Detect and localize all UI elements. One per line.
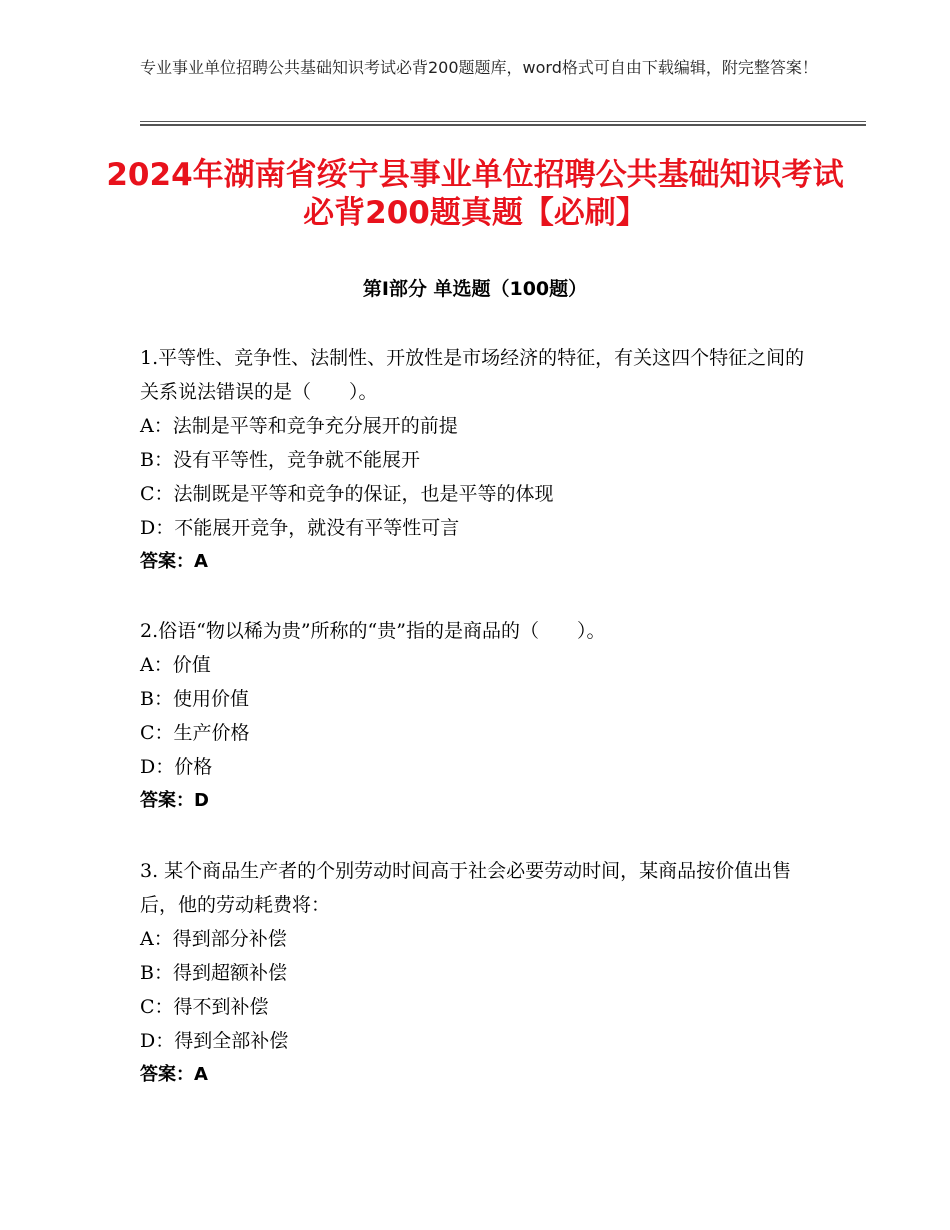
option-b: B：没有平等性，竞争就不能展开 — [140, 449, 420, 471]
question-stem: 1.平等性、竞争性、法制性、开放性是市场经济的特征，有关这四个特征之间的关系说法错误的是（ ）。 — [140, 347, 805, 403]
option-b: B：得到超额补偿 — [140, 962, 287, 984]
question-1 — [140, 341, 820, 579]
header-divider-thin — [140, 121, 866, 122]
option-c: C：法制既是平等和竞争的保证，也是平等的体现 — [140, 483, 554, 505]
question-stem: 2.俗语“物以稀为贵”所称的“贵”指的是商品的（ ）。 — [140, 620, 606, 642]
option-a: A：价值 — [140, 654, 211, 676]
answer-label: 答案：A — [140, 551, 208, 572]
option-c: C：生产价格 — [140, 722, 250, 744]
answer-label: 答案：A — [140, 1064, 208, 1085]
option-c: C：得不到补偿 — [140, 996, 269, 1018]
answer-label: 答案：D — [140, 790, 209, 811]
question-2 — [140, 614, 820, 818]
document-title: 2024年湖南省绥宁县事业单位招聘公共基础知识考试必背200题真题【必刷】 — [106, 157, 844, 231]
option-a: A：法制是平等和竞争充分展开的前提 — [140, 415, 458, 437]
question-stem: 3. 某个商品生产者的个别劳动时间高于社会必要劳动时间，某商品按价值出售后，他的劳动耗费将： — [140, 860, 792, 916]
option-a: A：得到部分补偿 — [140, 928, 287, 950]
option-d: D：价格 — [140, 756, 213, 778]
option-d: D：不能展开竞争，就没有平等性可言 — [140, 517, 460, 539]
question-3 — [140, 854, 820, 1092]
section-title: 第Ⅰ部分 单选题（100题） — [362, 278, 588, 300]
header-divider-thick — [140, 124, 866, 126]
option-d: D：得到全部补偿 — [140, 1030, 289, 1052]
header-note: 专业事业单位招聘公共基础知识考试必背200题题库，word格式可自由下载编辑，附完整答案！ — [140, 58, 818, 77]
option-b: B：使用价值 — [140, 688, 249, 710]
